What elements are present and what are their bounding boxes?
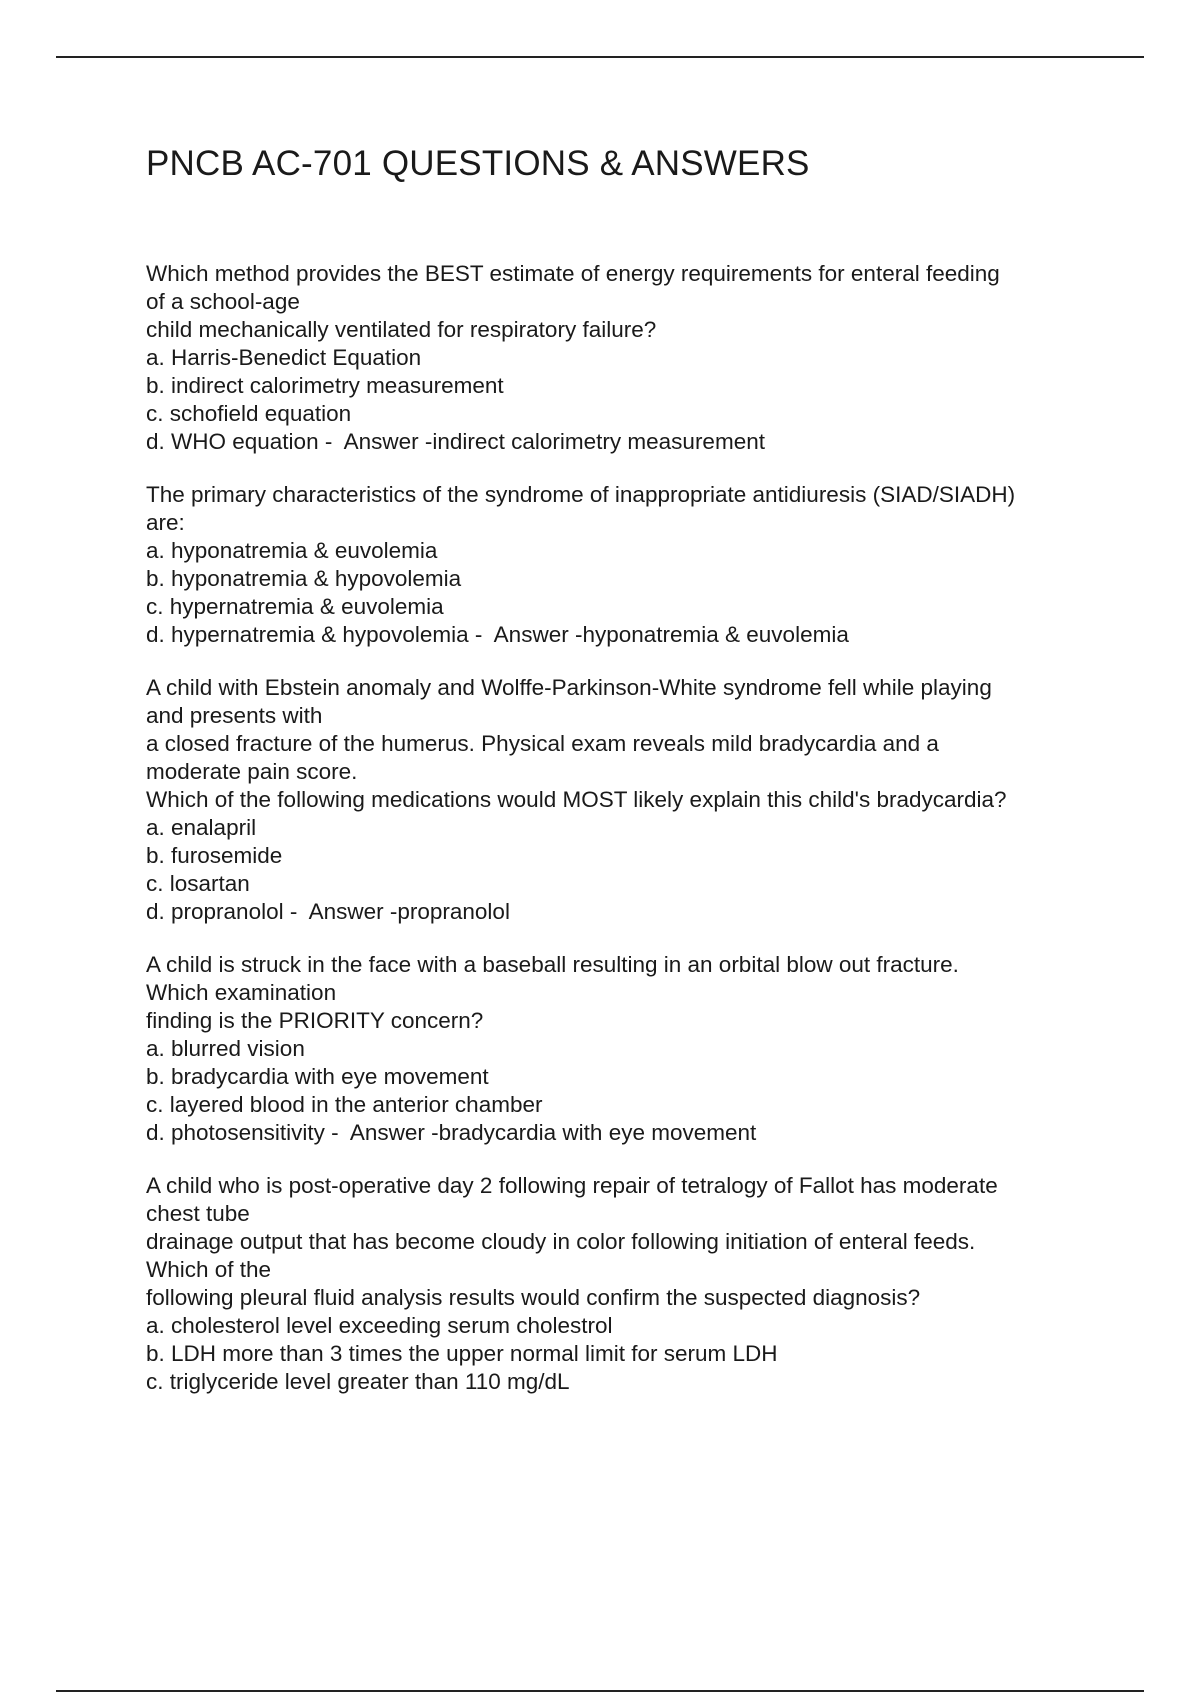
question-text: of a school-age [146,289,300,314]
answer-option: b. bradycardia with eye movement [146,1064,489,1089]
question-text: finding is the PRIORITY concern? [146,1008,484,1033]
header-rule [56,56,1144,58]
question-block-3 [146,674,1106,926]
question-block-2 [146,481,1106,649]
question-text: The primary characteristics of the syndrome of inappropriate antidiuresis (SIAD/SIADH) [146,482,1016,507]
question-text: Which of the following medications would MOST likely explain this child's bradycardia? [146,787,1007,812]
answer-option: c. losartan [146,871,250,896]
question-block-5 [146,1172,1106,1396]
question-block-4 [146,951,1106,1147]
answer-option: a. cholesterol level exceeding serum cholestrol [146,1313,613,1338]
document-body [146,140,1106,1421]
question-text: child mechanically ventilated for respiratory failure? [146,317,657,342]
answer-option: a. blurred vision [146,1036,305,1061]
answer-option-with-answer: d. hypernatremia & hypovolemia - Answer -hyponatremia & euvolemia [146,622,849,647]
answer-option: c. triglyceride level greater than 110 mg/dL [146,1369,570,1394]
question-text: A child who is post-operative day 2 following repair of tetralogy of Fallot has moderate [146,1173,998,1198]
answer-option: b. furosemide [146,843,283,868]
question-text: are: [146,510,185,535]
answer-option: b. indirect calorimetry measurement [146,373,504,398]
question-text: following pleural fluid analysis results would confirm the suspected diagnosis? [146,1285,921,1310]
footer-rule [56,1690,1144,1692]
answer-option: c. hypernatremia & euvolemia [146,594,444,619]
answer-option: b. hyponatremia & hypovolemia [146,566,462,591]
answer-option: c. schofield equation [146,401,352,426]
question-text: moderate pain score. [146,759,358,784]
answer-option: a. Harris-Benedict Equation [146,345,422,370]
question-text: a closed fracture of the humerus. Physical exam reveals mild bradycardia and a [146,731,939,756]
answer-option-with-answer: d. WHO equation - Answer -indirect calorimetry measurement [146,429,765,454]
question-block-1 [146,260,1106,456]
question-text: Which examination [146,980,337,1005]
question-text: A child with Ebstein anomaly and Wolffe-Parkinson-White syndrome fell while playing [146,675,992,700]
answer-option: a. enalapril [146,815,257,840]
answer-option: b. LDH more than 3 times the upper normal limit for serum LDH [146,1341,778,1366]
page-title: PNCB AC-701 QUESTIONS & ANSWERS [146,144,810,183]
question-text: Which method provides the BEST estimate of energy requirements for enteral feeding [146,261,1000,286]
answer-option: a. hyponatremia & euvolemia [146,538,438,563]
answer-option-with-answer: d. propranolol - Answer -propranolol [146,899,510,924]
answer-option: c. layered blood in the anterior chamber [146,1092,543,1117]
question-text: and presents with [146,703,323,728]
question-text: chest tube [146,1201,250,1226]
answer-option-with-answer: d. photosensitivity - Answer -bradycardia with eye movement [146,1120,757,1145]
question-text: Which of the [146,1257,272,1282]
question-text: drainage output that has become cloudy in color following initiation of enteral feeds. [146,1229,976,1254]
question-text: A child is struck in the face with a baseball resulting in an orbital blow out fracture. [146,952,959,977]
